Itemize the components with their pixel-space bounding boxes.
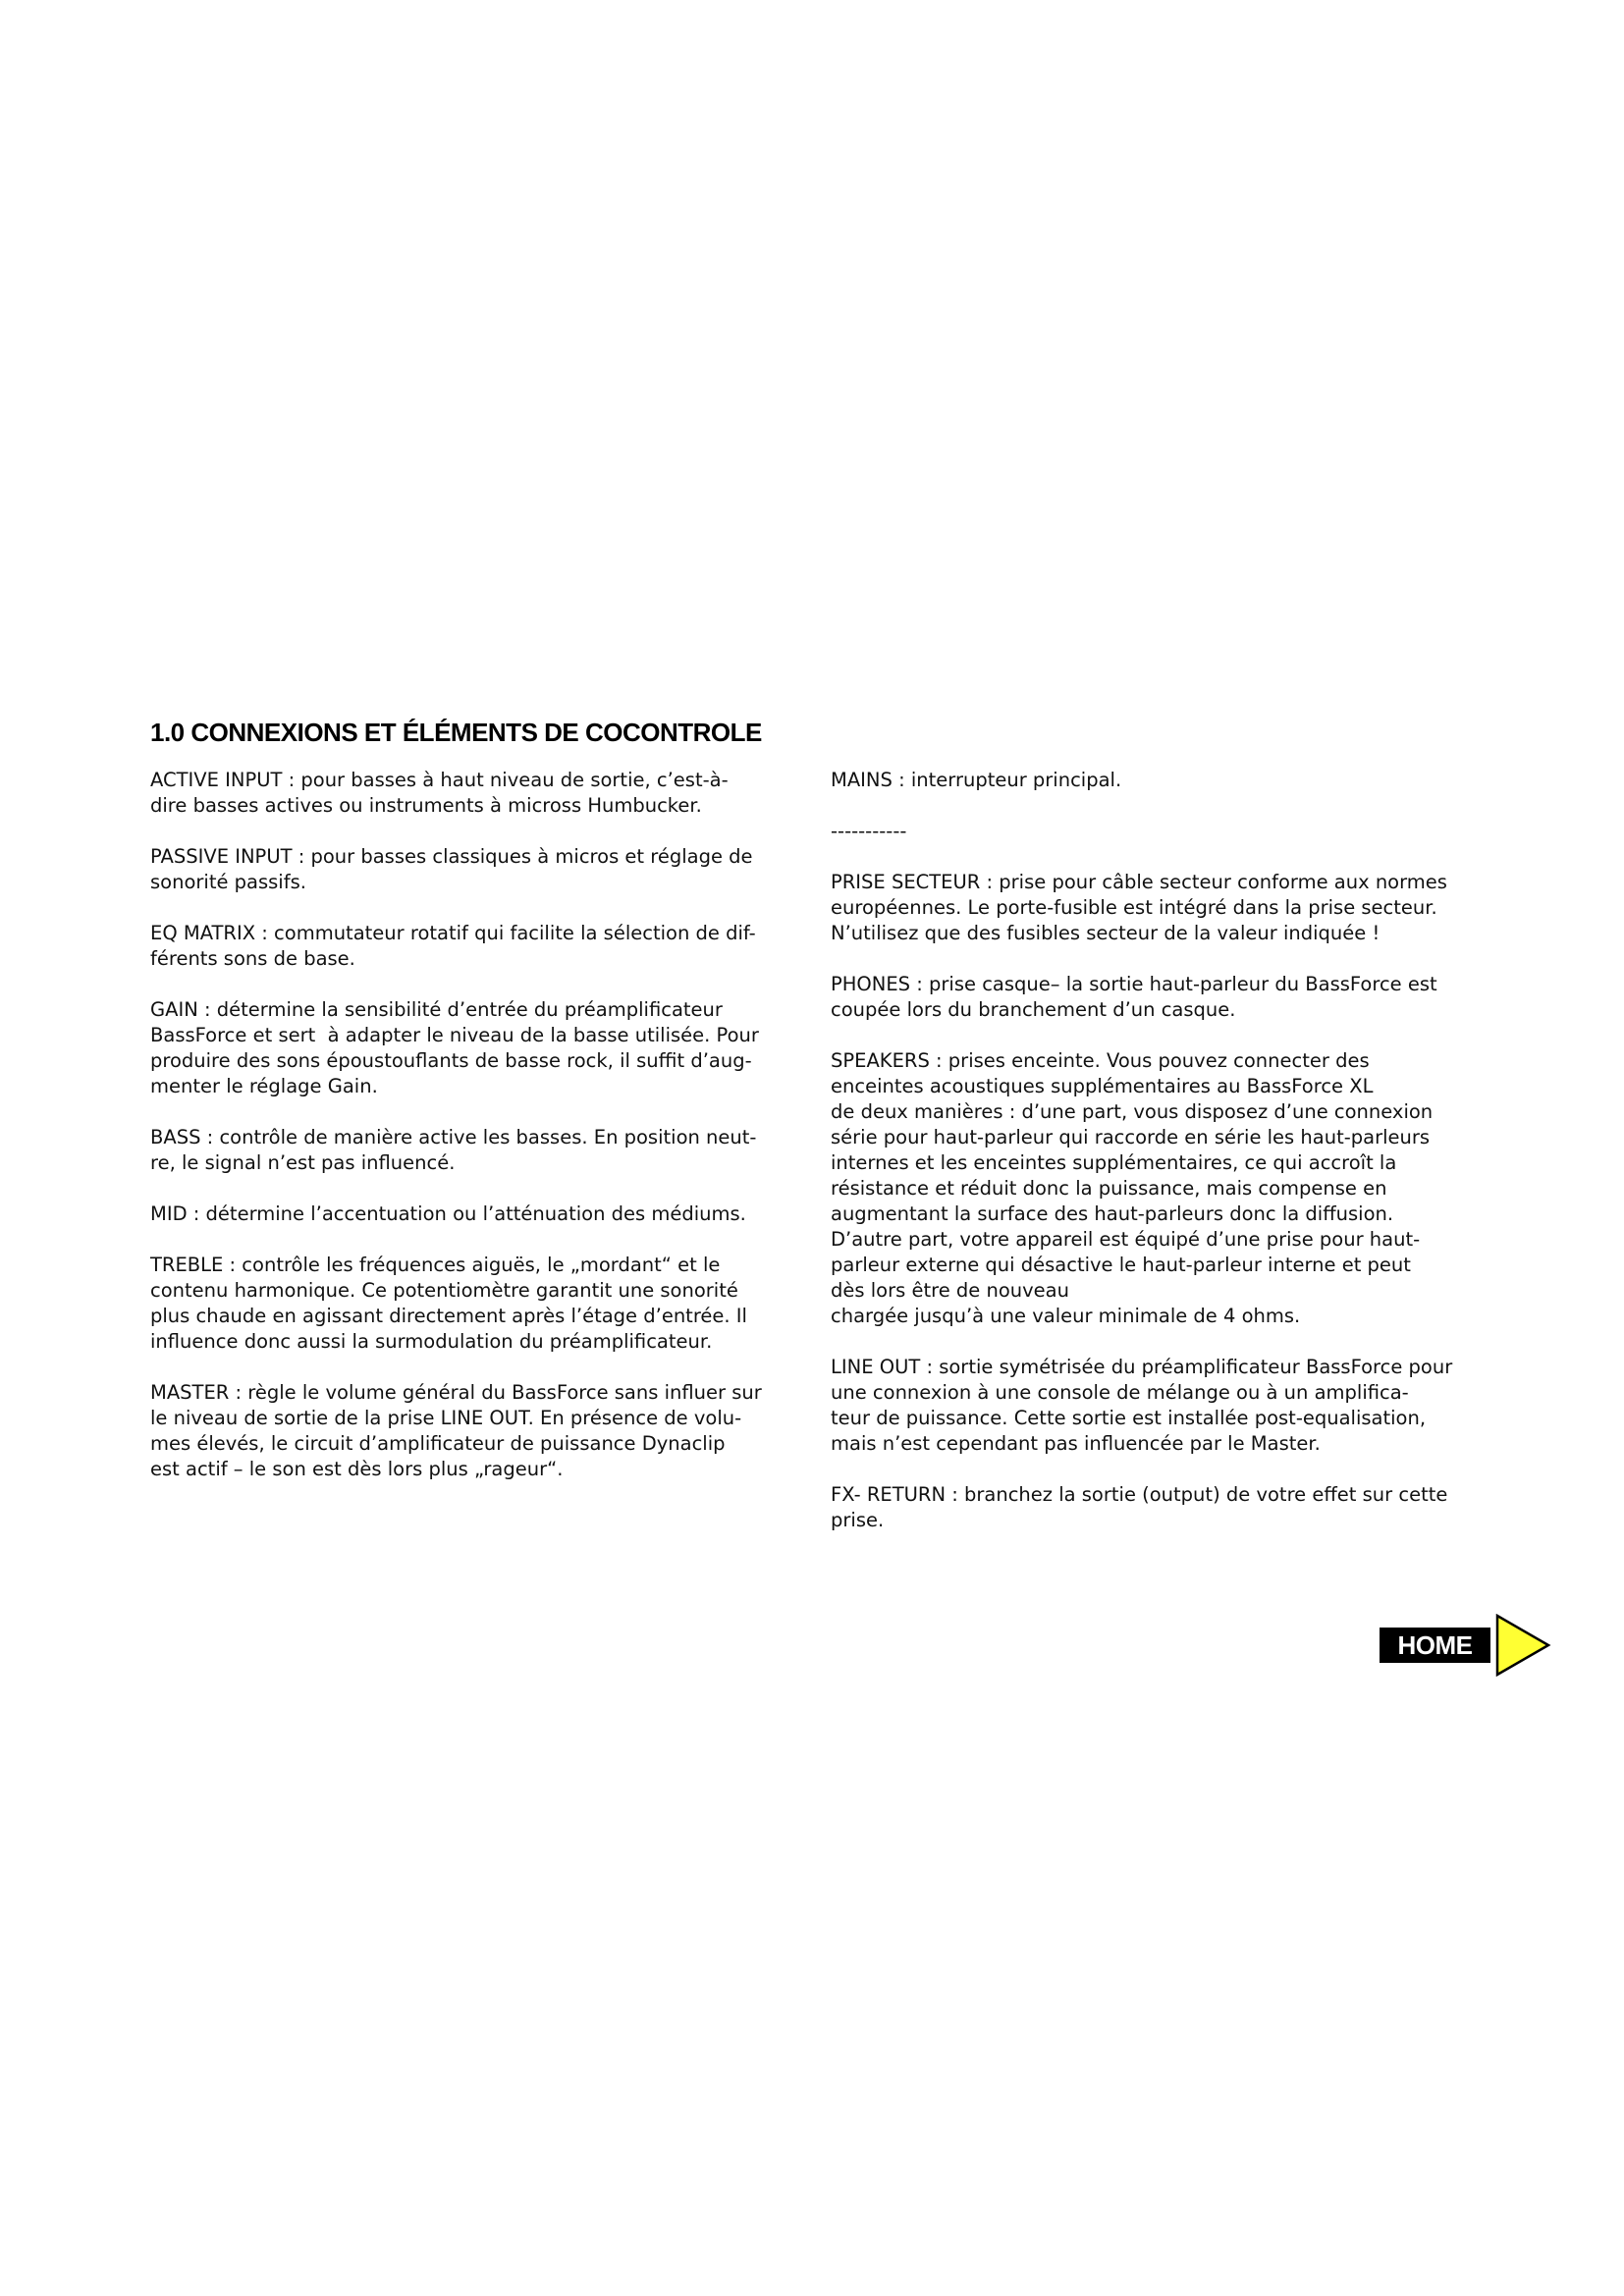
text-line: teur de puissance. Cette sortie est installée post-equalisation,	[831, 1407, 1427, 1429]
text-line: D’autre part, votre appareil est équipé d’une prise pour haut-	[831, 1228, 1421, 1251]
text-line: PHONES : prise casque– la sortie haut-parleur du BassForce est	[831, 973, 1437, 995]
paragraph	[150, 921, 798, 972]
text-line: MAINS : interrupteur principal.	[831, 769, 1122, 791]
paragraph	[831, 870, 1489, 946]
text-line: mais n’est cependant pas influencée par le Master.	[831, 1432, 1321, 1455]
text-line: EQ MATRIX : commutateur rotatif qui facilite la sélection de dif-	[150, 922, 756, 944]
text-line: résistance et réduit donc la puissance, mais compense en	[831, 1177, 1387, 1200]
paragraph	[831, 768, 1489, 793]
text-line: enceintes acoustiques supplémentaires au BassForce XL	[831, 1075, 1374, 1097]
text-line: re, le signal n’est pas influencé.	[150, 1151, 456, 1174]
text-line: GAIN : détermine la sensibilité d’entrée du préamplificateur	[150, 998, 723, 1021]
text-line: européennes. Le porte-fusible est intégré dans la prise secteur.	[831, 896, 1437, 919]
right-column	[831, 768, 1489, 1559]
text-line: internes et les enceintes supplémentaires, ce qui accroît la	[831, 1151, 1397, 1174]
paragraph	[831, 972, 1489, 1023]
text-line: SPEAKERS : prises enceinte. Vous pouvez connecter des	[831, 1049, 1370, 1072]
paragraph	[150, 1380, 798, 1482]
page-title: 1.0 CONNEXIONS ET ÉLÉMENTS DE COCONTROLE	[150, 718, 762, 747]
next-arrow-icon[interactable]	[1495, 1614, 1552, 1677]
text-line: le niveau de sortie de la prise LINE OUT. En présence de volu-	[150, 1407, 742, 1429]
paragraph	[831, 1355, 1489, 1457]
text-line: augmentant la surface des haut-parleurs donc la diffusion.	[831, 1202, 1394, 1225]
paragraph	[150, 1253, 798, 1355]
text-line: LINE OUT : sortie symétrisée du préamplificateur BassForce pour	[831, 1356, 1453, 1378]
paragraph	[831, 1048, 1489, 1329]
text-line: MASTER : règle le volume général du BassForce sans influer sur	[150, 1381, 762, 1404]
text-line: BassForce et sert à adapter le niveau de la basse utilisée. Pour	[150, 1024, 759, 1046]
text-line: série pour haut-parleur qui raccorde en série les haut-parleurs	[831, 1126, 1431, 1148]
text-line: influence donc aussi la surmodulation du préamplificateur.	[150, 1330, 713, 1353]
text-line: chargée jusqu’à une valeur minimale de 4 ohms.	[831, 1305, 1301, 1327]
text-line: ACTIVE INPUT : pour basses à haut niveau de sortie, c’est-à-	[150, 769, 729, 791]
paragraph	[150, 844, 798, 895]
paragraph	[150, 1125, 798, 1176]
text-line: parleur externe qui désactive le haut-parleur interne et peut	[831, 1254, 1411, 1276]
paragraph	[150, 768, 798, 819]
text-line: prise.	[831, 1509, 885, 1531]
text-line: -----------	[831, 820, 907, 842]
paragraph	[150, 1201, 798, 1227]
text-line: MID : détermine l’accentuation ou l’atténuation des médiums.	[150, 1202, 746, 1225]
paragraph	[831, 819, 1489, 844]
text-line: sonorité passifs.	[150, 871, 306, 893]
home-button[interactable]: HOME	[1380, 1628, 1490, 1663]
home-link[interactable]	[1380, 1614, 1551, 1677]
left-column	[150, 768, 798, 1508]
text-line: BASS : contrôle de manière active les basses. En position neut-	[150, 1126, 757, 1148]
text-line: de deux manières : d’une part, vous disposez d’une connexion	[831, 1100, 1434, 1123]
text-line: dire basses actives ou instruments à micross Humbucker.	[150, 794, 702, 817]
text-line: dès lors être de nouveau	[831, 1279, 1069, 1302]
text-line: TREBLE : contrôle les fréquences aiguës, le „mordant“ et le	[150, 1254, 721, 1276]
text-line: N’utilisez que des fusibles secteur de la valeur indiquée !	[831, 922, 1380, 944]
text-line: menter le réglage Gain.	[150, 1075, 378, 1097]
paragraph	[150, 997, 798, 1099]
text-line: plus chaude en agissant directement après l’étage d’entrée. Il	[150, 1305, 747, 1327]
text-line: une connexion à une console de mélange ou à un amplifica-	[831, 1381, 1409, 1404]
text-line: coupée lors du branchement d’un casque.	[831, 998, 1236, 1021]
text-line: férents sons de base.	[150, 947, 355, 970]
text-line: contenu harmonique. Ce potentiomètre garantit une sonorité	[150, 1279, 738, 1302]
paragraph	[831, 1482, 1489, 1533]
text-line: produire des sons époustouflants de basse rock, il suffit d’aug-	[150, 1049, 752, 1072]
text-line: FX- RETURN : branchez la sortie (output) de votre effet sur cette	[831, 1483, 1448, 1506]
text-line: PASSIVE INPUT : pour basses classiques à micros et réglage de	[150, 845, 753, 868]
text-line: PRISE SECTEUR : prise pour câble secteur conforme aux normes	[831, 871, 1447, 893]
text-line: mes élevés, le circuit d’amplificateur de puissance Dynaclip	[150, 1432, 726, 1455]
text-line: est actif – le son est dès lors plus „rageur“.	[150, 1458, 564, 1480]
